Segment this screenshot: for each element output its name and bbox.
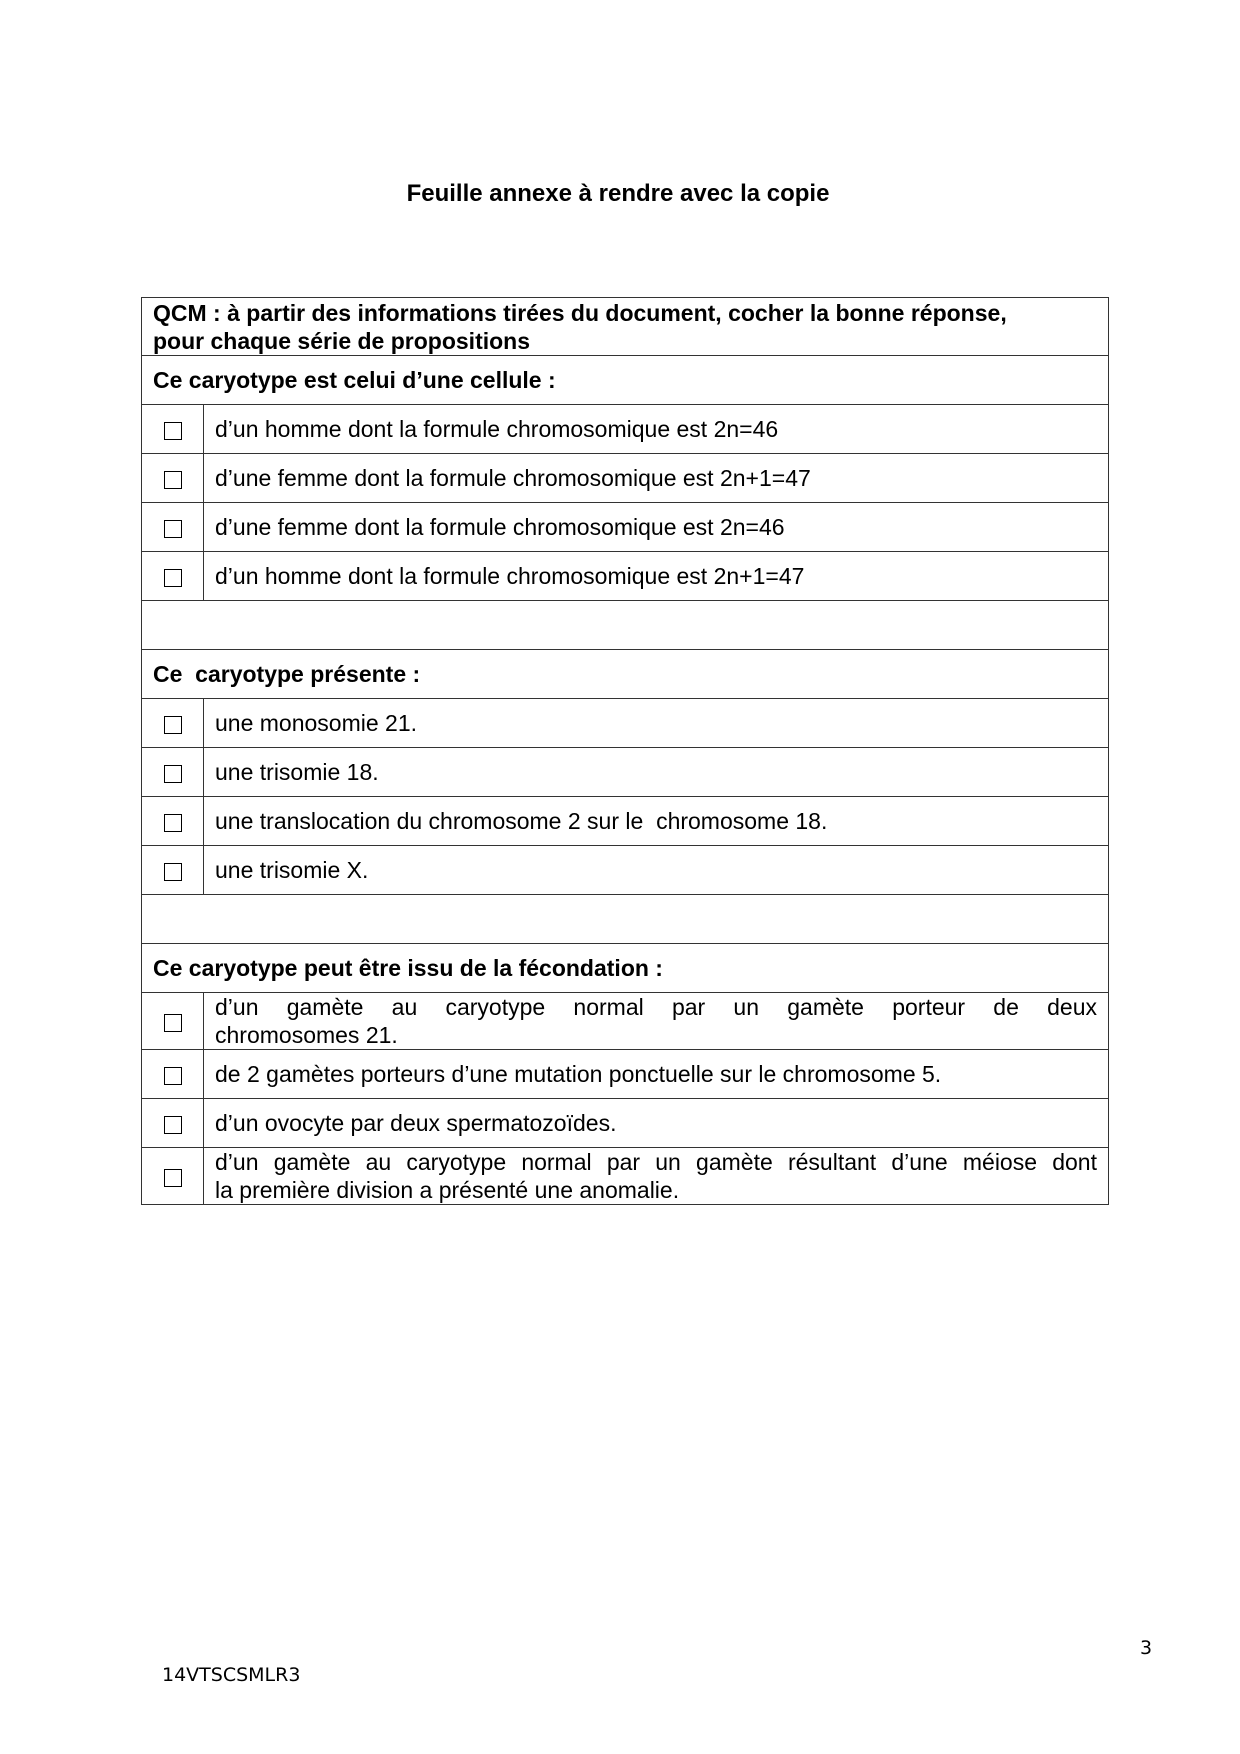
option-text: d’un homme dont la formule chromosomique est 2n=46: [204, 405, 1109, 454]
checkbox-cell[interactable]: [142, 503, 204, 552]
option-text: d’un homme dont la formule chromosomique est 2n+1=47: [204, 552, 1109, 601]
checkbox-cell[interactable]: [142, 454, 204, 503]
option-row[interactable]: [142, 1099, 1109, 1148]
option-text-line1: d’un gamète au caryotype normal par un gamète résultant d’une méiose dont: [215, 1149, 1097, 1175]
checkbox[interactable]: [164, 1116, 182, 1134]
qcm-table: [141, 297, 1109, 1205]
checkbox[interactable]: [164, 814, 182, 832]
checkbox[interactable]: [164, 1169, 182, 1187]
section-3-title: Ce caryotype peut être issu de la fécondation :: [142, 944, 1109, 993]
checkbox[interactable]: [164, 520, 182, 538]
checkbox-cell[interactable]: [142, 1099, 204, 1148]
option-text-line2: chromosomes 21.: [215, 1022, 398, 1048]
option-text: d’une femme dont la formule chromosomique est 2n+1=47: [204, 454, 1109, 503]
checkbox[interactable]: [164, 863, 182, 881]
checkbox-cell[interactable]: [142, 748, 204, 797]
option-text-line2: la première division a présenté une anomalie.: [215, 1177, 680, 1203]
checkbox-cell[interactable]: [142, 797, 204, 846]
checkbox-cell[interactable]: [142, 1050, 204, 1099]
checkbox-cell[interactable]: [142, 699, 204, 748]
checkbox-cell[interactable]: [142, 1148, 204, 1205]
option-text-line1: d’un gamète au caryotype normal par un gamète porteur de deux: [215, 994, 1097, 1020]
spacer-row: [142, 601, 1109, 650]
qcm-instructions: [142, 298, 1109, 356]
option-row[interactable]: [142, 748, 1109, 797]
option-row[interactable]: [142, 1148, 1109, 1205]
qcm-instructions-line1: QCM : à partir des informations tirées du document, cocher la bonne réponse,: [153, 299, 1007, 326]
option-text: d’une femme dont la formule chromosomique est 2n=46: [204, 503, 1109, 552]
document-code: 14VTSCSMLR3: [162, 1664, 301, 1686]
option-row[interactable]: [142, 797, 1109, 846]
checkbox[interactable]: [164, 569, 182, 587]
qcm-intro-row: [142, 298, 1109, 356]
option-row[interactable]: [142, 405, 1109, 454]
checkbox-cell[interactable]: [142, 993, 204, 1050]
option-text: une trisomie 18.: [204, 748, 1109, 797]
checkbox[interactable]: [164, 1067, 182, 1085]
option-text: une translocation du chromosome 2 sur le chromosome 18.: [204, 797, 1109, 846]
page-title: Feuille annexe à rendre avec la copie: [406, 180, 830, 207]
checkbox[interactable]: [164, 422, 182, 440]
spacer-cell: [142, 895, 1109, 944]
section-header-row: [142, 356, 1109, 405]
checkbox[interactable]: [164, 716, 182, 734]
qcm-instructions-line2: pour chaque série de propositions: [153, 327, 531, 354]
checkbox-cell[interactable]: [142, 552, 204, 601]
checkbox[interactable]: [164, 765, 182, 783]
option-row[interactable]: [142, 454, 1109, 503]
checkbox-cell[interactable]: [142, 405, 204, 454]
section-header-row: [142, 650, 1109, 699]
option-row[interactable]: [142, 552, 1109, 601]
checkbox[interactable]: [164, 1014, 182, 1032]
spacer-cell: [142, 601, 1109, 650]
option-row[interactable]: [142, 1050, 1109, 1099]
option-text: [204, 993, 1109, 1050]
section-1-title: Ce caryotype est celui d’une cellule :: [142, 356, 1109, 405]
option-row[interactable]: [142, 993, 1109, 1050]
section-2-title: Ce caryotype présente :: [142, 650, 1109, 699]
option-row[interactable]: [142, 699, 1109, 748]
option-row[interactable]: [142, 846, 1109, 895]
checkbox[interactable]: [164, 471, 182, 489]
section-header-row: [142, 944, 1109, 993]
option-text: une monosomie 21.: [204, 699, 1109, 748]
option-text: une trisomie X.: [204, 846, 1109, 895]
spacer-row: [142, 895, 1109, 944]
option-text: de 2 gamètes porteurs d’une mutation ponctuelle sur le chromosome 5.: [204, 1050, 1109, 1099]
option-row[interactable]: [142, 503, 1109, 552]
checkbox-cell[interactable]: [142, 846, 204, 895]
page-number: 3: [1140, 1637, 1153, 1659]
option-text: [204, 1148, 1109, 1205]
option-text: d’un ovocyte par deux spermatozoïdes.: [204, 1099, 1109, 1148]
